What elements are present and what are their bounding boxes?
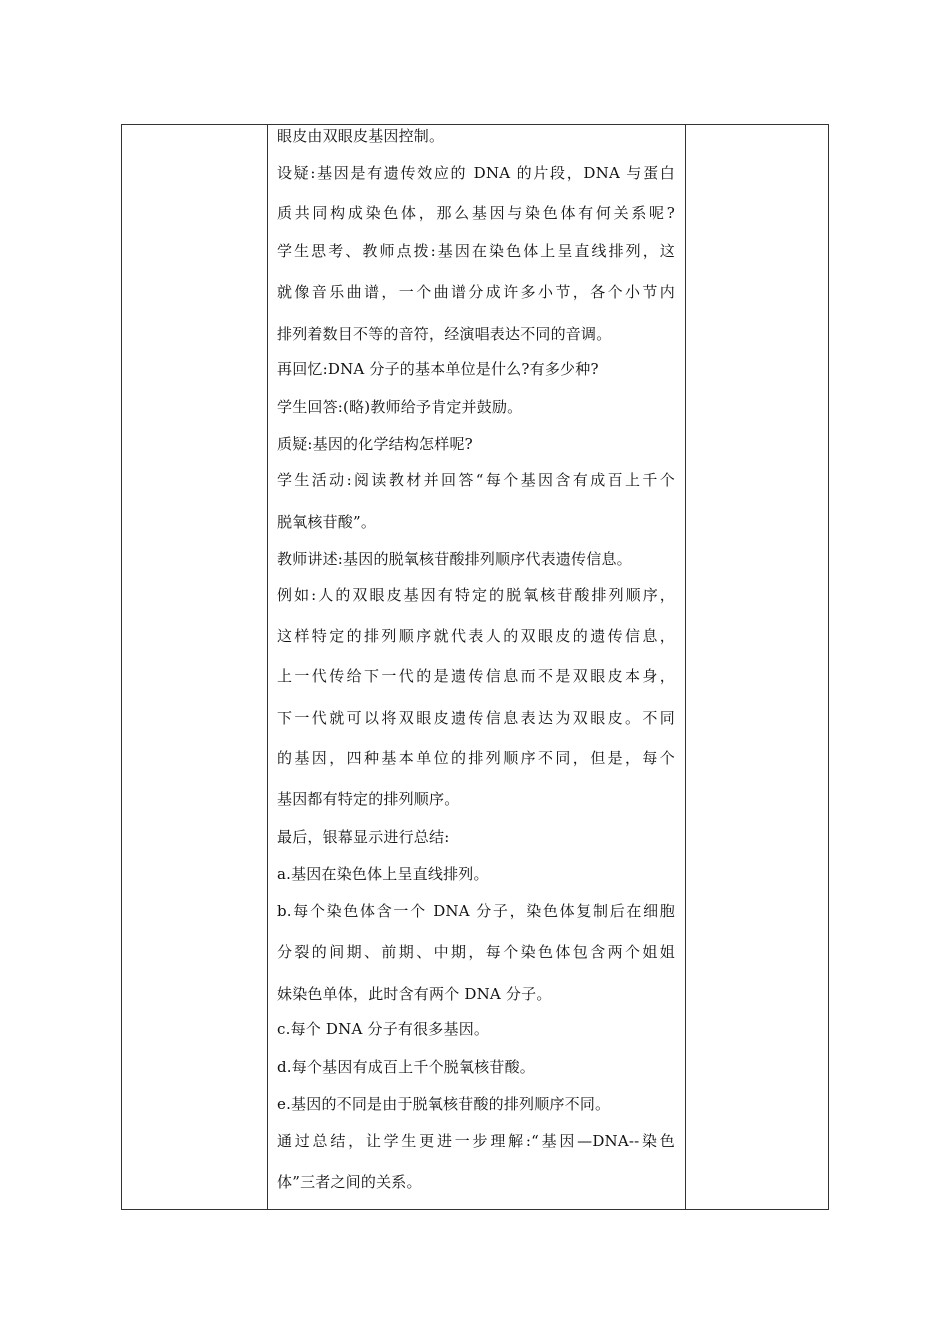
text-line: b.每个染色体含一个 DNA 分子，染色体复制后在细胞	[277, 902, 675, 920]
text-line: 学生活动:阅读教材并回答“每个基因含有成百上千个	[277, 471, 675, 489]
text-line: 基因都有特定的排列顺序。	[277, 790, 460, 808]
text-line: 这样特定的排列顺序就代表人的双眼皮的遗传信息，	[277, 627, 675, 645]
text-line: 眼皮由双眼皮基因控制。	[277, 127, 445, 145]
text-line: e.基因的不同是由于脱氧核苷酸的排列顺序不同。	[277, 1095, 611, 1113]
text-line: 设疑:基因是有遗传效应的 DNA 的片段，DNA 与蛋白	[277, 164, 675, 182]
lesson-plan-table	[121, 124, 829, 1210]
text-line: 质共同构成染色体，那么基因与染色体有何关系呢?	[277, 204, 675, 222]
text-line: a.基因在染色体上呈直线排列。	[277, 865, 489, 883]
text-line: 就像音乐曲谱，一个曲谱分成许多小节，各个小节内	[277, 283, 675, 301]
text-line: 质疑:基因的化学结构怎样呢?	[277, 435, 473, 453]
text-line: 最后，银幕显示进行总结:	[277, 828, 450, 846]
text-line: 教师讲述:基因的脱氧核苷酸排列顺序代表遗传信息。	[277, 550, 632, 568]
text-line: 例如:人的双眼皮基因有特定的脱氧核苷酸排列顺序，	[277, 586, 675, 604]
text-line: 学生回答:(略)教师给予肯定并鼓励。	[277, 398, 523, 416]
text-line: 上一代传给下一代的是遗传信息而不是双眼皮本身，	[277, 667, 675, 685]
content-column-cell	[268, 125, 686, 1209]
text-line: 体”三者之间的关系。	[277, 1173, 422, 1191]
text-line: c.每个 DNA 分子有很多基因。	[277, 1020, 490, 1038]
text-line: 的基因，四种基本单位的排列顺序不同，但是，每个	[277, 749, 675, 767]
text-line: 再回忆:DNA 分子的基本单位是什么?有多少种?	[277, 360, 599, 378]
text-line: 下一代就可以将双眼皮遗传信息表达为双眼皮。不同	[277, 709, 675, 727]
text-line: 学生思考、教师点拨:基因在染色体上呈直线排列，这	[277, 242, 675, 260]
right-column-cell	[686, 125, 828, 1209]
text-line: d.每个基因有成百上千个脱氧核苷酸。	[277, 1058, 535, 1076]
text-line: 脱氧核苷酸”。	[277, 513, 377, 531]
left-column-cell	[122, 125, 268, 1209]
text-line: 分裂的间期、前期、中期，每个染色体包含两个姐姐	[277, 943, 675, 961]
text-line: 妹染色单体，此时含有两个 DNA 分子。	[277, 985, 552, 1003]
text-line: 排列着数目不等的音符，经演唱表达不同的音调。	[277, 325, 612, 343]
text-line: 通过总结，让学生更进一步理解:“基因—DNA--染色	[277, 1132, 675, 1150]
